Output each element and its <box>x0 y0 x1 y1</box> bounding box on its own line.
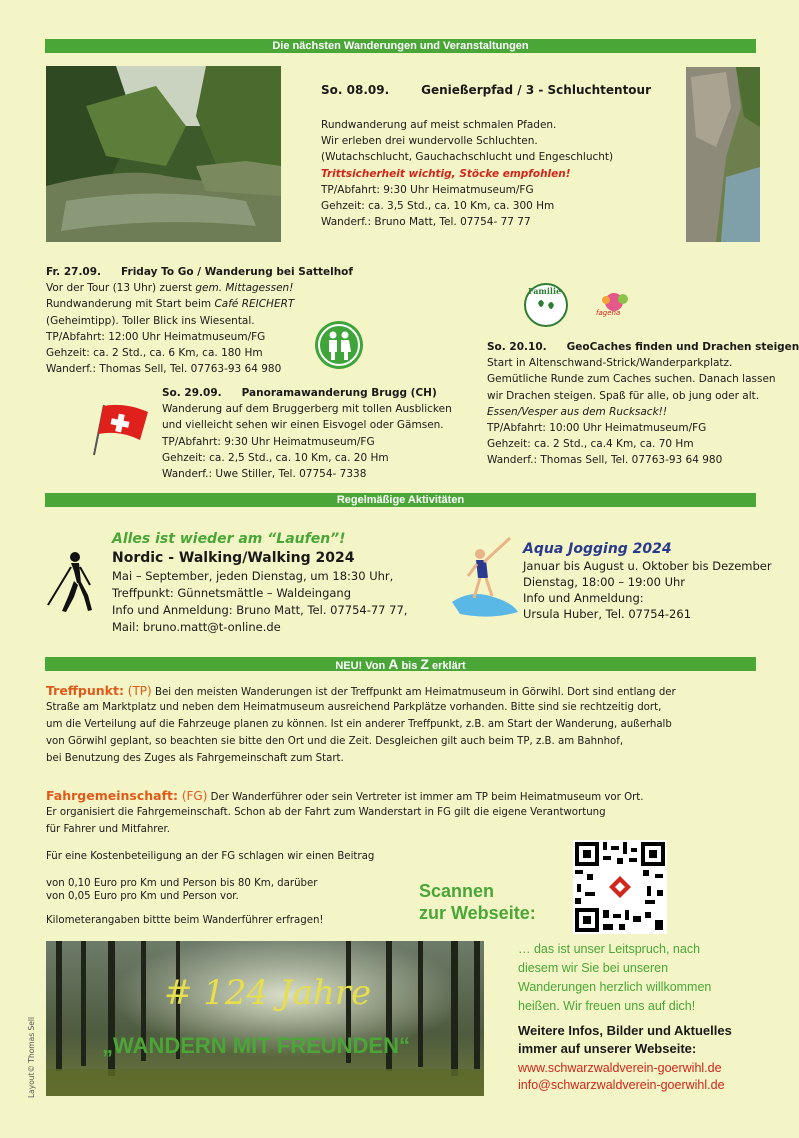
aqua-line: Ursula Huber, Tel. 07754-261 <box>523 607 692 621</box>
event4-detail: TP/Abfahrt: 10:00 Uhr Heimatmuseum/FG <box>487 421 707 434</box>
fagena-logo-text: fagena <box>596 309 621 317</box>
nordic-walker-icon <box>44 549 98 615</box>
event4-line: wir Drachen steigen. Spaß für alle, ob jung oder alt. <box>487 389 760 402</box>
treffpunkt-line: von Görwihl geplant, so beachten sie bitte den Ort und die Zeit. Desgleichen gilt auch beim TP, z.B. am Bahnhof, <box>46 736 624 747</box>
event2-detail: TP/Abfahrt: 12:00 Uhr Heimatmuseum/FG <box>46 330 266 343</box>
nordic-line: Treffpunkt: Günnetsmättle – Waldeingang <box>112 586 352 600</box>
km-note: Kilometerangaben bittte beim Wanderführer erfragen! <box>46 915 324 926</box>
section-header-regular: Regelmäßige Aktivitäten <box>45 493 756 507</box>
treffpunkt-line: Straße am Marktplatz und neben dem Heimatmuseum ausreichend Parkplätze vorhanden. Bitte sind sie rechtzeitig dort, <box>46 702 662 713</box>
closing-line: diesem wir Sie bei unseren <box>518 961 669 975</box>
nordic-tagline: Alles ist wieder am “Laufen”! <box>112 531 346 547</box>
event2-line3: (Geheimtipp). Toller Blick ins Wiesental. <box>46 314 255 327</box>
event1-detail: Gehzeit: ca. 3,5 Std., ca. 10 Km, ca. 300 Hm <box>321 199 555 212</box>
az-suffix: erklärt <box>428 660 466 672</box>
fg-cost-line: von 0,10 Euro pro Km und Person bis 80 Km, darüber <box>46 878 318 889</box>
qr-code[interactable] <box>573 840 667 934</box>
event2-block <box>46 264 353 377</box>
aqua-line: Info und Anmeldung: <box>523 591 644 605</box>
gorge-river-photo <box>46 66 281 242</box>
fg-label: Fahrgemeinschaft: <box>46 788 179 803</box>
section-header-az <box>45 657 756 671</box>
event3-block <box>162 385 452 482</box>
banner-motto: „WANDERN MIT FREUNDEN“ <box>102 1033 410 1058</box>
az-mid: bis <box>398 660 421 672</box>
aqua-line: Januar bis August u. Oktober bis Dezember <box>523 559 772 573</box>
banner-years: # 124 Jahre <box>164 973 372 1013</box>
fagena-logo <box>590 290 634 324</box>
treffpunkt-block <box>46 682 676 767</box>
az-letter-a: A <box>388 656 399 672</box>
event2-detail: Wanderf.: Thomas Sell, Tel. 07763-93 64 980 <box>46 363 282 376</box>
event4-date: So. 20.10. <box>487 341 547 353</box>
event1-detail: Wanderf.: Bruno Matt, Tel. 07754- 77 77 <box>321 216 531 229</box>
treffpunkt-abbr: (TP) <box>123 684 152 698</box>
scan-text <box>419 880 536 924</box>
aqua-title: Aqua Jogging 2024 <box>523 541 672 557</box>
scan-line: zur Webseite: <box>419 903 536 923</box>
scan-line: Scannen <box>419 881 495 901</box>
event1-body <box>321 117 613 230</box>
closing-line: Wanderungen herzlich willkommen <box>518 980 712 994</box>
event1-warning: Trittsicherheit wichtig, Stöcke empfohlen! <box>321 167 571 180</box>
cliff-photo <box>686 67 760 242</box>
event4-detail: Wanderf.: Thomas Sell, Tel. 07763-93 64 980 <box>487 454 723 467</box>
treffpunkt-line: Bei den meisten Wanderungen ist der Treffpunkt am Heimatmuseum in Görwihl. Dort sind entlang der <box>151 687 676 698</box>
contact-links <box>518 1060 725 1094</box>
event3-line: TP/Abfahrt: 9:30 Uhr Heimatmuseum/FG <box>162 435 375 448</box>
event2-date: Fr. 27.09. <box>46 266 102 278</box>
event1-title: Genießerpfad / 3 - Schluchtentour <box>421 83 652 97</box>
nordic-title: Nordic - Walking/Walking 2024 <box>112 550 355 566</box>
fg-abbr: (FG) <box>178 789 208 803</box>
event1-line: Rundwanderung auf meist schmalen Pfaden. <box>321 119 557 131</box>
aqua-jogger-icon <box>450 532 520 620</box>
event4-title: GeoCaches finden und Drachen steigen <box>566 341 799 353</box>
fahrgemeinschaft-block <box>46 787 644 838</box>
event2-line1: Vor der Tour (13 Uhr) zuerst <box>46 282 196 295</box>
closing-text <box>518 940 711 1016</box>
az-prefix: NEU! Von <box>335 660 389 672</box>
event2-line1-italic: gem. Mittagessen! <box>195 282 294 295</box>
event4-detail: Gehzeit: ca. 2 Std., ca.4 Km, ca. 70 Hm <box>487 438 694 451</box>
event3-title: Panoramawanderung Brugg (CH) <box>241 387 437 399</box>
layout-credit: Layout© Thomas Sell <box>27 1016 36 1098</box>
event3-date: So. 29.09. <box>162 387 222 399</box>
event2-cafe: Café REICHERT <box>214 298 295 311</box>
event1-line: (Wutachschlucht, Gauchachschlucht und Engeschlucht) <box>321 151 614 164</box>
familie-logo <box>524 283 568 327</box>
more-info-line: Weitere Infos, Bilder und Aktuelles <box>518 1023 732 1038</box>
more-info-line: immer auf unserer Webseite: <box>518 1041 697 1056</box>
az-letter-z: Z <box>420 656 429 672</box>
closing-line: heißen. Wir freuen uns auf dich! <box>518 999 696 1013</box>
event2-title: Friday To Go / Wanderung bei Sattelhof <box>121 266 353 278</box>
fg-line: Er organisiert die Fahrgemeinschaft. Schon ab der Fahrt zum Wanderstart in FG gilt die eigene Verantwortung <box>46 807 606 818</box>
fg-cost-line: von 0,05 Euro pro Km und Person vor. <box>46 890 239 902</box>
aqua-block <box>523 540 772 622</box>
more-info <box>518 1022 732 1058</box>
event1-heading <box>321 82 651 98</box>
nordic-line: Mai – September, jeden Dienstag, um 18:30 Uhr, <box>112 569 394 583</box>
event3-line: Wanderf.: Uwe Stiller, Tel. 07754- 7338 <box>162 467 367 480</box>
event1-date: So. 08.09. <box>321 83 390 97</box>
website-link[interactable]: www.schwarzwaldverein-goerwihl.de <box>518 1061 722 1075</box>
nordic-line: Mail: bruno.matt@t-online.de <box>112 620 281 634</box>
event1-line: Wir erleben drei wundervolle Schluchten. <box>321 135 538 148</box>
fg-cost-intro: Für eine Kostenbeteiligung an der FG schlagen wir einen Beitrag <box>46 851 375 862</box>
closing-line: … das ist unser Leitspruch, nach <box>518 942 701 956</box>
event3-line: Gehzeit: ca. 2,5 Std., ca. 10 Km, ca. 20 Hm <box>162 451 389 464</box>
seniors-icon <box>314 320 364 370</box>
fg-line: Der Wanderführer oder sein Vertreter ist immer am TP beim Heimatmuseum vor Ort. <box>207 792 644 803</box>
treffpunkt-line: bei Benutzung des Zuges als Fahrgemeinschaft zum Start. <box>46 753 344 764</box>
nordic-line: Info und Anmeldung: Bruno Matt, Tel. 07754-77 77, <box>112 603 408 617</box>
fg-line: für Fahrer und Mitfahrer. <box>46 824 170 835</box>
event2-line2: Rundwanderung mit Start beim <box>46 298 215 311</box>
event4-block <box>487 339 799 469</box>
event3-line: und vielleicht sehen wir einen Eisvogel oder Gämsen. <box>162 419 444 432</box>
event2-detail: Gehzeit: ca. 2 Std., ca. 6 Km, ca. 180 Hm <box>46 346 263 359</box>
section-header-upcoming: Die nächsten Wanderungen und Veranstaltungen <box>45 39 756 53</box>
fg-cost-lines <box>46 878 317 903</box>
event4-line: Start in Altenschwand-Strick/Wanderparkplatz. <box>487 357 733 370</box>
swiss-flag-icon <box>90 402 152 456</box>
email-link[interactable]: info@schwarzwaldverein-goerwihl.de <box>518 1078 725 1092</box>
forest-banner <box>46 941 484 1096</box>
event3-line: Wanderung auf dem Bruggerberg mit tollen Ausblicken <box>162 403 452 416</box>
treffpunkt-line: um die Verteilung auf die Fahrzeuge planen zu können. Ist ein anderer Treffpunkt, z.B. am Start der Wanderung, außerhalb <box>46 719 672 730</box>
familie-logo-text: Familie <box>528 286 562 296</box>
event4-italic: Essen/Vesper aus dem Rucksack!! <box>487 405 668 418</box>
aqua-line: Dienstag, 18:00 – 19:00 Uhr <box>523 575 686 589</box>
event1-detail: TP/Abfahrt: 9:30 Uhr Heimatmuseum/FG <box>321 183 534 196</box>
treffpunkt-label: Treffpunkt: <box>46 683 124 698</box>
nordic-block <box>112 530 407 636</box>
event4-line: Gemütliche Runde zum Caches suchen. Danach lassen <box>487 373 776 386</box>
